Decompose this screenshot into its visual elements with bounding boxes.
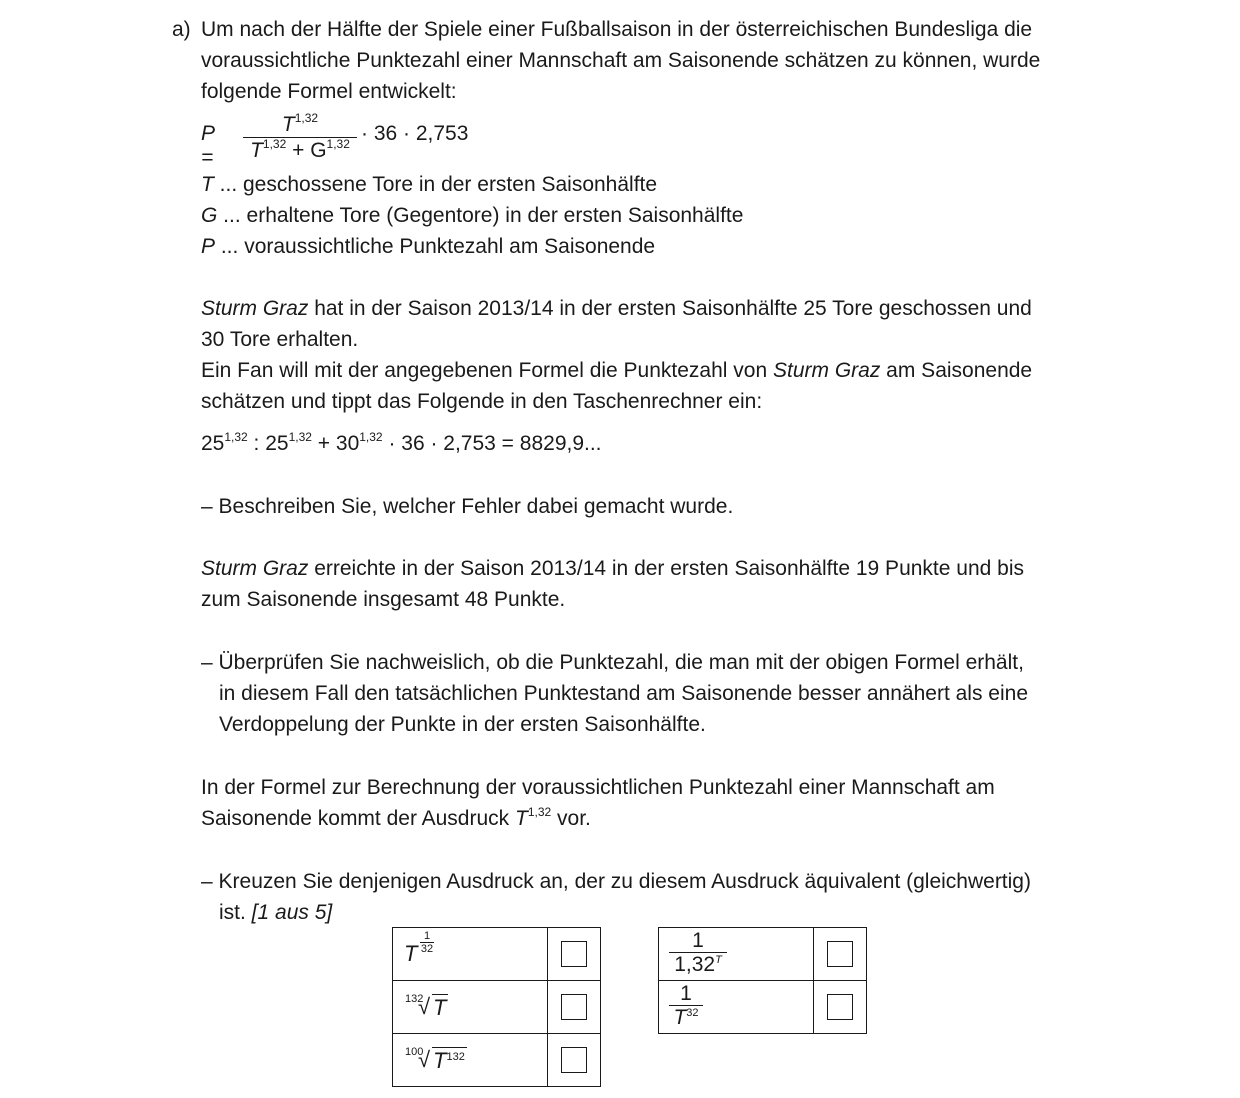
option-checkbox-3[interactable]: [561, 1047, 587, 1073]
option-expression-5: [659, 981, 814, 1034]
para1-line-4: schätzen und tippt das Folgende in den Taschenrechner ein:: [201, 390, 763, 413]
choice-table-right: [658, 927, 867, 1034]
option-box-cell-3: [548, 1034, 601, 1087]
bullet-check-line-2: in diesem Fall den tatsächlichen Punktestand am Saisonende besser annähert als eine: [219, 682, 1029, 705]
definition-t: T ... geschossene Tore in der ersten Saisonhälfte: [201, 173, 658, 196]
choice-row: [393, 928, 601, 981]
bullet-cross-line-2: ist. [1 aus 5]: [219, 901, 333, 924]
intro-line-3: folgende Formel entwickelt:: [201, 80, 457, 103]
option-expression-3: 100 √ $T^{132}$: [393, 1034, 548, 1087]
option-checkbox-4[interactable]: [827, 941, 853, 967]
para2-line-2: zum Saisonende insgesamt 48 Punkte.: [201, 588, 566, 611]
calculator-input: 25$^{1,32}$ : $25^{1,32} + 30^{1,32} \cdot 36 \cdot 2,753 = 8829,9$...: [201, 430, 602, 455]
bullet-describe-error: – Beschreiben Sie, welcher Fehler dabei gemacht wurde.: [201, 495, 734, 518]
para2-line-1: Sturm Graz erreichte in der Saison 2013/14 in der ersten Saisonhälfte 19 Punkte und bis: [201, 557, 1024, 580]
para1-line-2: 30 Tore erhalten.: [201, 328, 359, 351]
intro-line-1: Um nach der Hälfte der Spiele einer Fußballsaison in der österreichischen Bundesliga die: [201, 18, 1033, 41]
option-box-cell-1: [548, 928, 601, 981]
option-expression-4: [659, 928, 814, 981]
choice-row: [393, 981, 601, 1034]
root-sign-icon: √: [418, 1047, 431, 1072]
intro-line-2: voraussichtliche Punktezahl einer Mannschaft am Saisonende schätzen zu können, wurde: [201, 49, 1041, 72]
fraction-option-5: 1 $T^{32}$: [669, 983, 703, 1033]
choice-row: [659, 928, 867, 981]
option-expression-1: T 1 32: [393, 928, 548, 981]
definition-p: P ... voraussichtliche Punktezahl am Saisonende: [201, 235, 656, 258]
formula-lhs: P =: [201, 122, 215, 169]
formula-denominator: T$^{1,32}$ + G$^{1,32}$: [250, 137, 350, 162]
para3-line-2: Saisonende kommt der Ausdruck T$^{1,32}$ vor.: [201, 805, 591, 830]
option-checkbox-2[interactable]: [561, 994, 587, 1020]
task-marker: a): [172, 18, 191, 41]
formula-rhs: · 36 · 2,753: [361, 122, 469, 145]
para1-line-3: Ein Fan will mit der angegebenen Formel die Punktezahl von Sturm Graz am Saisonende: [201, 359, 1033, 382]
choice-row: [393, 1034, 601, 1087]
bullet-cross-line-1: – Kreuzen Sie denjenigen Ausdruck an, der zu diesem Ausdruck äquivalent (gleichwertig): [201, 870, 1031, 893]
para3-line-1: In der Formel zur Berechnung der voraussichtlichen Punktezahl einer Mannschaft am: [201, 776, 995, 799]
option-box-cell-4: [814, 928, 867, 981]
para1-line-1: Sturm Graz hat in der Saison 2013/14 in der ersten Saisonhälfte 25 Tore geschossen und: [201, 297, 1032, 320]
option-box-cell-5: [814, 981, 867, 1034]
option-checkbox-5[interactable]: [827, 994, 853, 1020]
bullet-check-line-1: – Überprüfen Sie nachweislich, ob die Punktezahl, die man mit der obigen Formel erhält,: [201, 651, 1024, 674]
choice-row: [659, 981, 867, 1034]
fraction-option-4: 1 $1,32^T$: [669, 930, 727, 980]
root-sign-icon: √: [418, 994, 431, 1019]
option-expression-2: 132 √ T: [393, 981, 548, 1034]
fractional-exponent: 1 32: [420, 930, 434, 955]
bullet-check-line-3: Verdoppelung der Punkte in der ersten Saisonhälfte.: [219, 713, 706, 736]
choice-table-left: [392, 927, 601, 1087]
definition-g: G ... erhaltene Tore (Gegentore) in der ersten Saisonhälfte: [201, 204, 744, 227]
option-box-cell-2: [548, 981, 601, 1034]
option-checkbox-1[interactable]: [561, 941, 587, 967]
formula-numerator: T$^{1,32}$: [281, 111, 319, 136]
